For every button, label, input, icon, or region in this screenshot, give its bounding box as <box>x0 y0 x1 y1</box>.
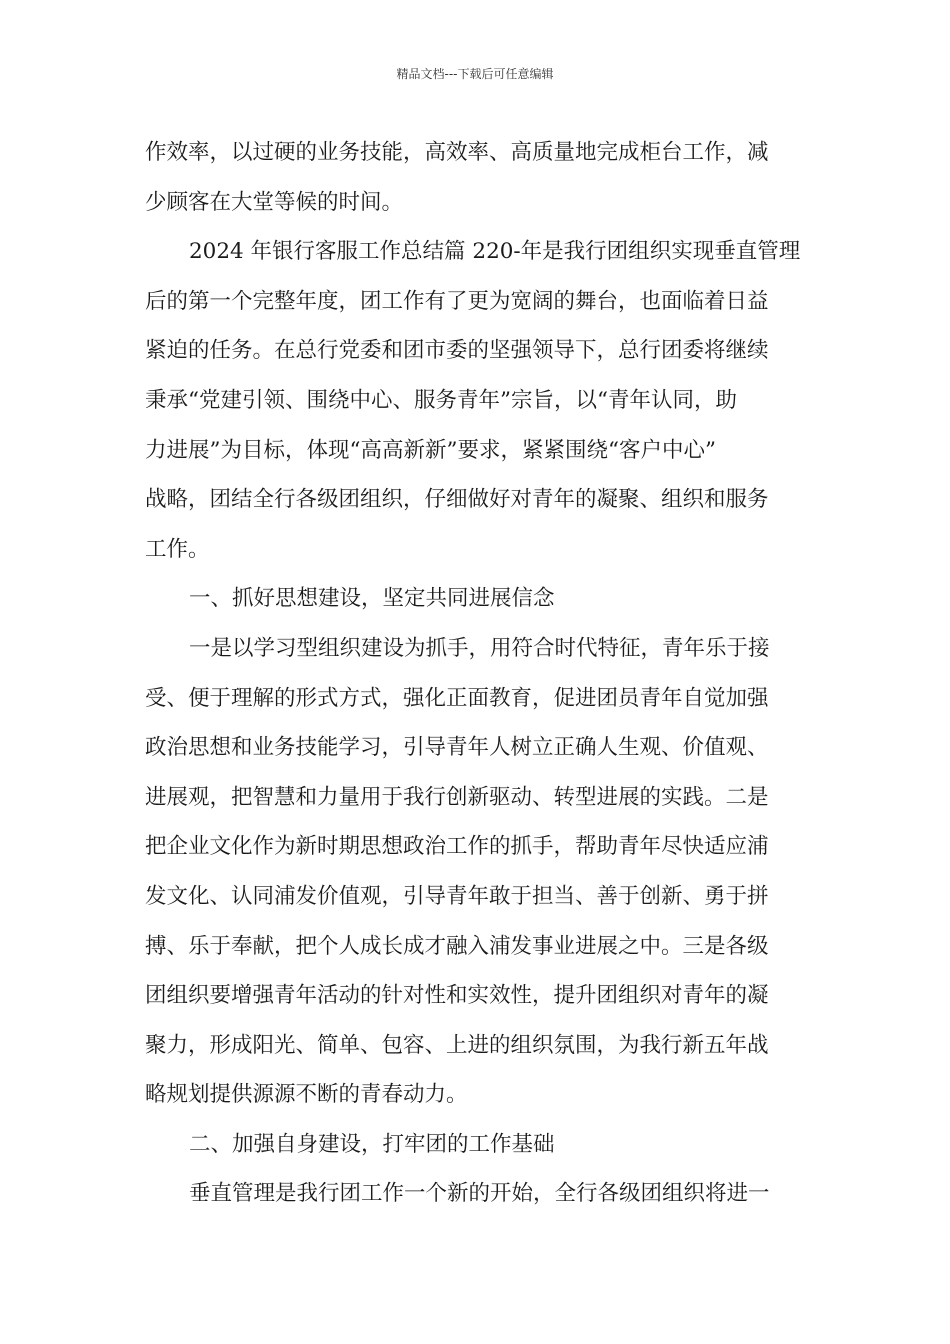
text-line: 2024 年银行客服工作总结篇 220-年是我行团组织实现垂直管理 <box>189 239 801 265</box>
text-line: 秉承“党建引领、围绕中心、服务青年”宗旨，以“青年认同，助 <box>145 387 737 413</box>
text-line: 作效率，以过硬的业务技能，高效率、高质量地完成柜台工作，减 <box>145 140 769 165</box>
text-line: 战略，团结全行各级团组织，仔细做好对青年的凝聚、组织和服务 <box>145 487 769 513</box>
text-line: 后的第一个完整年度，团工作有了更为宽阔的舞台，也面临着日益 <box>145 288 769 314</box>
text-line: 力进展”为目标，体现“高高新新”要求，紧紧围绕“客户中心” <box>145 437 716 463</box>
text-line: 二、加强自身建设，打牢团的工作基础 <box>189 1131 555 1157</box>
text-line: 一是以学习型组织建设为抓手，用符合时代特征，青年乐于接 <box>189 635 770 661</box>
text-line: 进展观，把智慧和力量用于我行创新驱动、转型进展的实践。二是 <box>145 784 769 810</box>
page-header: 精品文档---下载后可任意编辑 <box>396 67 554 81</box>
text-line: 搏、乐于奉献，把个人成长成才融入浦发事业进展之中。三是各级 <box>145 933 769 959</box>
text-line: 垂直管理是我行团工作一个新的开始，全行各级团组织将进一 <box>189 1181 770 1207</box>
text-line: 发文化、认同浦发价值观，引导青年敢于担当、善于创新、勇于拼 <box>145 883 769 909</box>
text-line: 受、便于理解的形式方式，强化正面教育，促进团员青年自觉加强 <box>145 685 769 711</box>
text-line: 略规划提供源源不断的青春动力。 <box>145 1082 468 1108</box>
text-line: 工作。 <box>145 536 210 562</box>
text-line: 聚力，形成阳光、简单、包容、上进的组织氛围，为我行新五年战 <box>145 1032 769 1058</box>
document-body <box>145 128 807 1219</box>
text-line: 政治思想和业务技能学习，引导青年人树立正确人生观、价值观、 <box>145 735 769 761</box>
text-line: 紧迫的任务。在总行党委和团市委的坚强领导下，总行团委将继续 <box>145 338 769 364</box>
text-line: 团组织要增强青年活动的针对性和实效性，提升团组织对青年的凝 <box>145 983 769 1009</box>
text-line: 少顾客在大堂等候的时间。 <box>145 189 404 215</box>
text-line: 一、抓好思想建设，坚定共同进展信念 <box>189 586 555 612</box>
text-line: 把企业文化作为新时期思想政治工作的抓手，帮助青年尽快适应浦 <box>145 834 769 860</box>
